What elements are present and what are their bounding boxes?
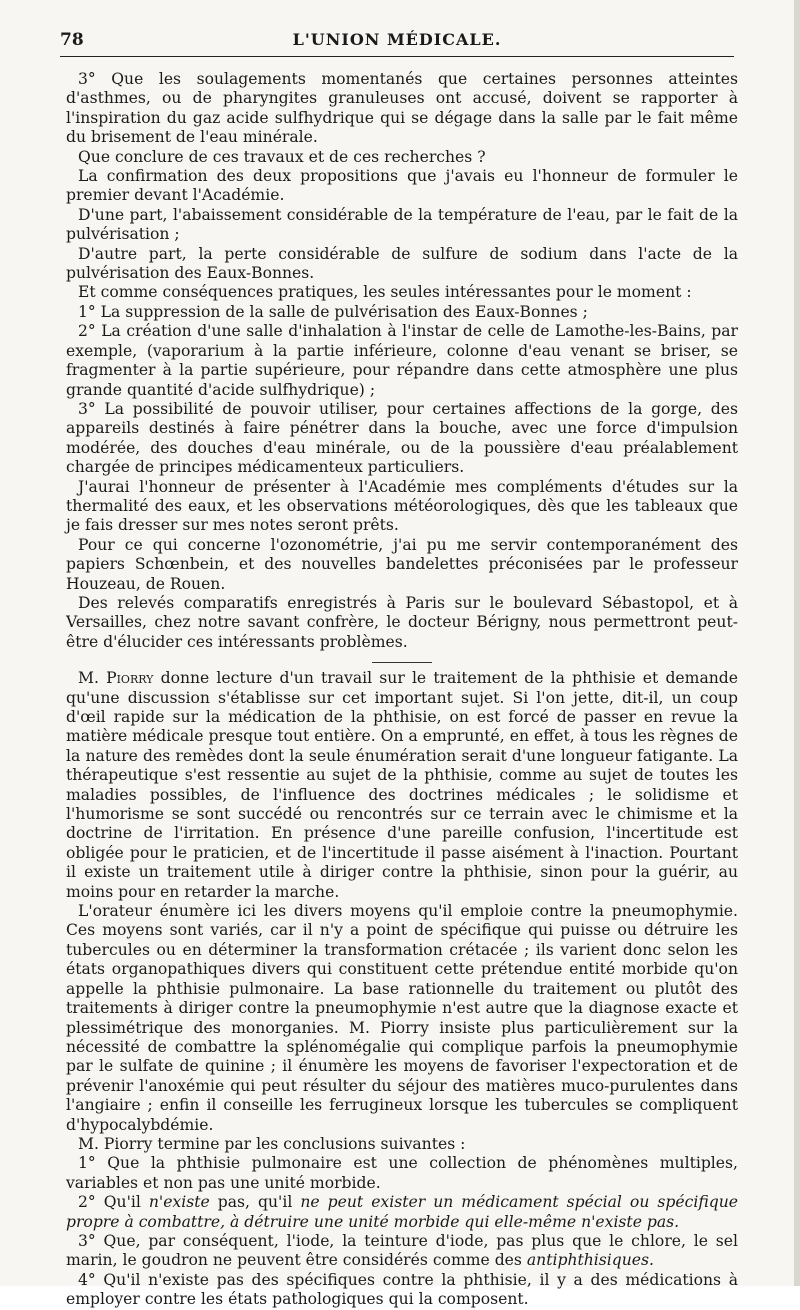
text-run: 1° Que la phthisie pulmonaire est une collection de phénomènes multiples, variables et non pas une unité morbide. — [66, 1154, 738, 1192]
header-rule — [60, 56, 734, 57]
article-body — [66, 70, 738, 1310]
page-edge-shadow — [794, 0, 800, 1286]
section-divider — [372, 662, 432, 663]
text-run: 2° Qu'il — [78, 1193, 149, 1212]
text-run: L'orateur énumère ici les divers moyens qu'il emploie contre la pneumophymie. Ces moyens sont variés, car il n'y a point de spécifique qui puisse ou détruire les tubercules ou en déterminer la transformation crétacée ; ils varient donc selon les états organopathiques divers qui constituent cette prétendue entité morbide qu'on appelle la phthisie pulmonaire. La base rationnelle du traitement ou plutôt des traitements à diriger contre la pneumophymie n'est autre que la diagnose exacte et plessimétrique des monorganies. M. Piorry insiste plus particulièrement sur la nécessité de combattre la splénomégalie qui complique parfois la pneumophymie par le sulfate de quinine ; il énumère les moyens de favoriser l'expectoration et de prévenir l'anoxémie qui peut résulter du séjour des matières muco-purulentes dans l'angiaire ; enfin il conseille les ferrugineux lorsque les tubercules se compliquent d'hypocalybdémie. — [66, 902, 738, 1134]
paragraph — [66, 206, 738, 245]
text-run: M. — [78, 669, 107, 688]
text-run: Que conclure de ces travaux et de ces recherches ? — [78, 147, 486, 166]
text-run: D'une part, l'abaissement considérable de la température de l'eau, par le fait de la pulvérisation ; — [66, 205, 738, 244]
paragraph — [66, 1232, 738, 1271]
paragraph — [66, 902, 738, 1135]
text-run: Des relevés comparatifs enregistrés à Paris sur le boulevard Sébastopol, et à Versailles, chez notre savant confrère, le docteur Bérigny, nous permettront peut-être d'élucider ces intéressants problèmes. — [66, 593, 738, 651]
text-run: 4° Qu'il n'existe pas des spécifiques contre la phthisie, il y a des médications à employer contre les états pathologiques qui la composent. — [66, 1270, 738, 1309]
paragraph — [66, 669, 738, 902]
paragraph — [66, 303, 738, 322]
italic-text: n'existe — [148, 1193, 210, 1212]
text-run: Et comme conséquences pratiques, les seules intéressantes pour le moment : — [78, 283, 692, 302]
small-caps-name: Piorry — [106, 669, 154, 688]
text-run: J'aurai l'honneur de présenter à l'Académie mes compléments d'études sur la thermalité des eaux, et les observations météorologiques, dès que les tableaux que je fais dresser sur mes notes seront prêts. — [66, 477, 738, 535]
text-run: 3° Que les soulagements momentanés que certaines personnes atteintes d'asthmes, ou de pharyngites granuleuses ont accusé, doivent se rapporter à l'inspiration du gaz acide sulfhydrique qui se dégage dans la salle par le fait même du brisement de l'eau minérale. — [66, 70, 738, 147]
text-run: 2° La création d'une salle d'inhalation à l'instar de celle de Lamothe-les-Bains, par exemple, (vaporarium à la partie inférieure, colonne d'eau venant se briser, se fragmenter à la partie supérieure, pour répandre dans cette atmosphère une plus grande quantité d'acide sulfhydrique) ; — [66, 322, 738, 399]
text-run: Pour ce qui concerne l'ozonométrie, j'ai pu me servir contemporanément des papiers Schœnbein, et des nouvelles bandelettes préconisées par le professeur Houzeau, de Rouen. — [66, 535, 738, 593]
italic-text: antiphthisiques. — [526, 1251, 654, 1270]
paragraph — [66, 245, 738, 284]
text-run: M. Piorry termine par les conclusions suivantes : — [78, 1134, 466, 1153]
paragraph — [66, 148, 738, 167]
paragraph — [66, 70, 738, 148]
paragraph — [66, 536, 738, 594]
paragraph — [66, 322, 738, 400]
text-run: 3° La possibilité de pouvoir utiliser, pour certaines affections de la gorge, des appareils destinés à faire pénétrer dans la bouche, avec une force d'impulsion modérée, des douches d'eau minérale, ou de la poussière d'eau préalablement chargée de principes médicamenteux particuliers. — [66, 399, 738, 477]
text-run: pas, qu'il — [209, 1193, 301, 1212]
text-run: donne lecture d'un travail sur le traitement de la phthisie et demande qu'une discussion s'établisse sur cet important sujet. Si l'on jette, dit-il, un coup d'œil rapide sur la médication de la phthisie, on est forcé de passer en revue la matière médicale presque tout entière. On a emprunté, en effet, à tous les règnes de la nature des remèdes dont la seule énumération serait d'une longueur fatigante. La thérapeutique s'est ressentie au sujet de la phthisie, comme au sujet de toutes les maladies possibles, de l'influence des doctrines médicales ; le solidisme et l'humorisme se sont succédé ou rencontrés sur ce terrain avec le chimisme et la doctrine de l'irritation. En présence d'une pareille confusion, l'incertitude est obligée pour le praticien, et de l'incertitude il passe aisément à l'inaction. Pourtant il existe un traitement utile à diriger contre la phthisie, sinon pour la guérir, au moins pour en retarder la marche. — [66, 669, 738, 901]
paragraph — [66, 478, 738, 536]
paragraph — [66, 1154, 738, 1193]
running-title: L'UNION MÉDICALE. — [292, 30, 502, 49]
paragraph — [66, 1271, 738, 1310]
text-run: 1° La suppression de la salle de pulvérisation des Eaux-Bonnes ; — [78, 302, 588, 321]
paragraph — [66, 1193, 738, 1232]
paragraph — [66, 167, 738, 206]
italic-text: ne peut exister un médicament spécial ou spécifique propre à combattre, à détruire une unité morbide qui elle-même n'existe pas. — [66, 1193, 738, 1231]
paragraph — [66, 400, 738, 478]
text-run: 3° Que, par conséquent, l'iode, la teinture d'iode, pas plus que le chlore, le sel marin, le goudron ne peuvent être considérés comme des — [66, 1231, 738, 1270]
text-run: La confirmation des deux propositions que j'avais eu l'honneur de formuler le premier devant l'Académie. — [66, 167, 738, 205]
paragraph — [66, 594, 738, 652]
paragraph — [66, 1135, 738, 1154]
page-number: 78 — [60, 30, 84, 50]
text-run: D'autre part, la perte considérable de sulfure de sodium dans l'acte de la pulvérisation des Eaux-Bonnes. — [66, 244, 738, 283]
paragraph — [66, 283, 738, 302]
page-header — [60, 30, 734, 58]
